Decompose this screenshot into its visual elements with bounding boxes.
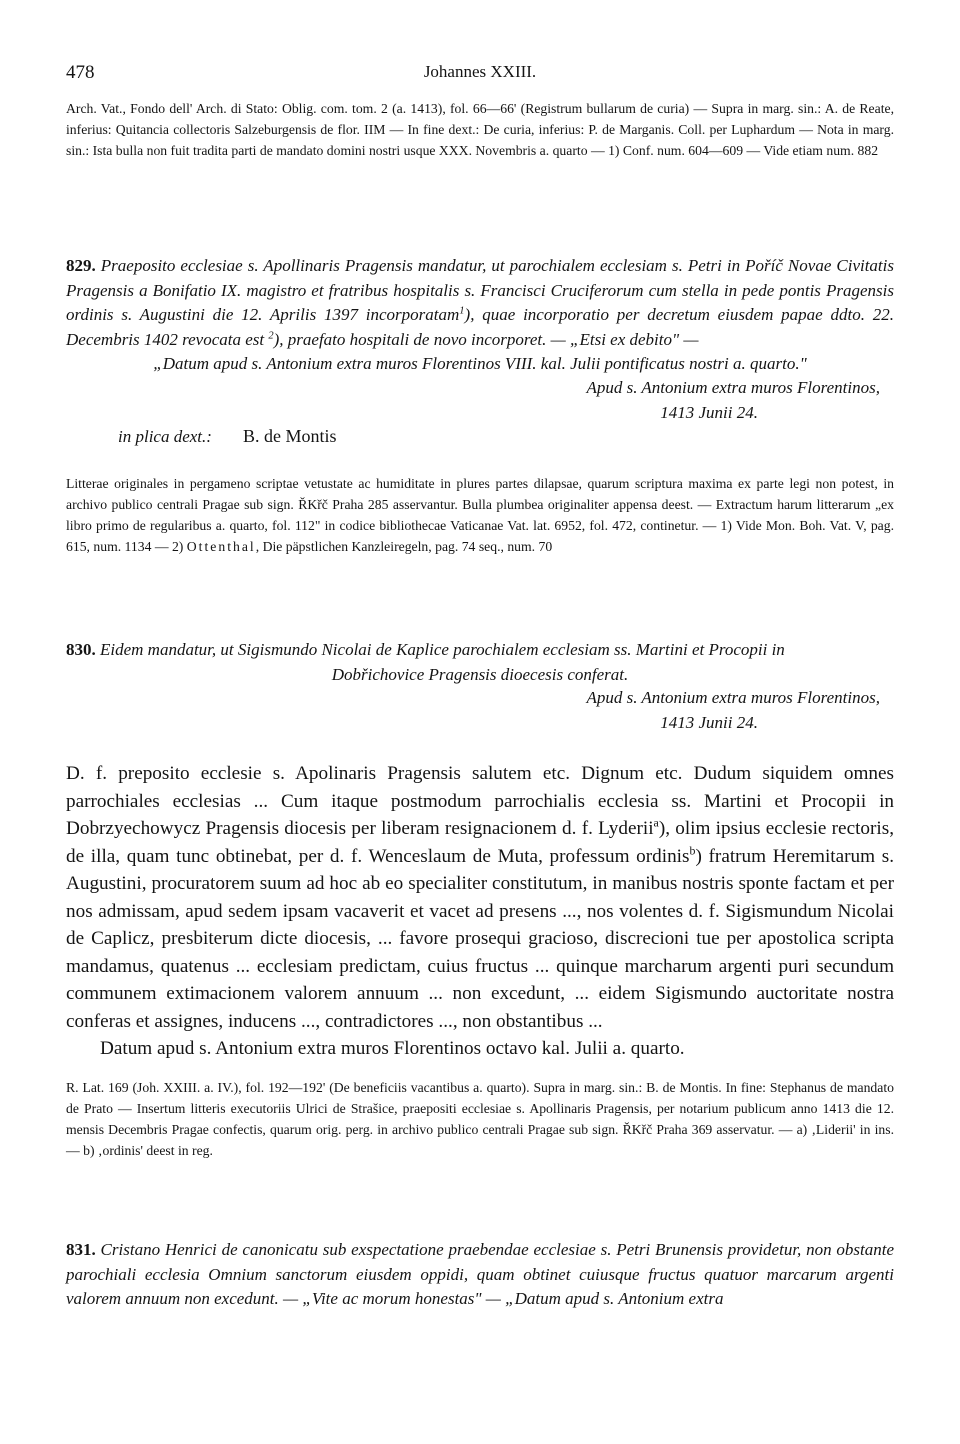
plica-name: B. de Montis [243,426,337,446]
letter-text: ) fratrum Heremitarum s. Augustini, procuratorem suum ad hoc ab eo specialiter constitutum, in manibus nostris sponte factam et per nos admissam, apud sedem ipsam vacaverit et vacet ad presens ..., nos volentes d. f. Sigismundum Nicolai de Caplicz, presbiterum dicte diocesis, ... favore prosequi gracioso, discrecioni tue per apostolica scripta mandamus, quatenus ... ecclesiam predictam, cuius fructus ... quinque marcharum argenti puri secundum communem extimacionem valorem annuum ... non excedunt, ... eidem Sigismundo auctoritate nostra conferas et assignes, inducens ..., contradictores ..., non obstantibus ... [66,845,895,1032]
running-title: Johannes XXIII. [423,62,537,81]
note-text: Litterae originales in pergameno scriptae vetustate ac humiditate in plures partes dilapsae, quarum scriptura maxima ex parte legi non potest, in archivo publico centrali Pragae sub sign. ŘKřč Praha 285 asservantur. Bulla plumbea originaliter appensa deest. — Extractum harum litterarum „ex libro primo de regularibus a. quarto, fol. 112" in codice bibliothecae Vaticanae Vat. lat. 6952, fol. 472, continetur. — 1) Vide Mon. Boh. Vat. V, pag. 615, num. 1134 — 2) [66,476,894,554]
summary-text: Cristano Henrici de canonicatu sub exspectatione praebendae ecclesiae s. Petri Brunensis providetur, non obstante parochiali ecclesia Omnium sanctorum eiusdem oppidi, quam obtinet cuiusque fructus quatuor marcarum argenti valorem annuum non excedunt. — „Vite ac morum honestas" — „Datum apud s. Antonium extra [66,1240,894,1308]
letter-paragraph [66,760,894,1035]
plica-label: in plica dext.: [118,427,212,446]
summary-text: ), quae incorporatio per decretum eiusdem papae ddto. 22. Decembris 1402 revocata est [66,305,894,349]
letter-text: D. f. preposito ecclesie s. Apolinaris Pragensis salutem etc. Dignum etc. Dudum siquidem omnes parrochiales ecclesias ... Cum itaque postmodum parrochialis ecclesia ss. Martini et Procopii in Dobrzyechowycz Pragensis diocesis per liberam resignacionem d. f. Lyderii [66,763,894,839]
footnote-ref: b [689,843,696,858]
footnote-ref: 1 [459,305,465,317]
archival-note-top: Arch. Vat., Fondo dell' Arch. di Stato: Oblig. com. tom. 2 (a. 1413), fol. 66—66' (Registrum bullarum de curia) — Supra in marg. sin.: A. de Reate, inferius: Quitancia collectoris Salzeburgensis de flor. IIM — In fine dext.: De curia, inferius: P. de Marganis. Coll. per Luphardum — Nota in marg. sin.: Ista bulla non fuit tradita parti de mandato domini nostri usque XXX. Novembris a. quarto — 1) Conf. num. 604—609 — Vide etiam num. 882 [66,101,894,158]
entry-830-summary [66,638,894,687]
summary-text: Eidem mandatur, ut Sigismundo Nicolai de Kaplice parochialem ecclesiam ss. Martini et Procopii in [100,640,785,659]
note-author: Ottenthal [186,539,256,554]
entry-830-note: R. Lat. 169 (Joh. XXIII. a. IV.), fol. 192—192' (De beneficiis vacantibus a. quarto). Supra in marg. sin.: B. de Montis. In fine: Stephanus de mandato de Prato — Insertum litteris executoriis Ulrici de Strašice, praepositi ecclesiae s. Apollinaris Pragensis, per notarium publicum anno 1413 die 12. mensis Decembris Pragae confectis, quarum orig. perg. in archivo publico centrali Pragae sub sign. ŘKřč Praha 369 asservatur. — a) ‚Liderii' in ins. — b) ‚ordinis' deest in reg. [66,1080,894,1158]
entry-number: 830. [66,640,96,659]
plica-signature [118,426,337,447]
entry-830-letter [66,760,894,1063]
summary-text: Dobřichovice Pragensis dioecesis conferat. [331,664,629,684]
date-line: 1413 Junii 24. [660,712,758,732]
entry-829-note [66,473,894,557]
entry-number: 831. [66,1240,96,1259]
entry-829-summary [66,254,894,377]
letter-text: ), olim ipsius ecclesie rectoris, de illa, quam tunc obtinebat, per d. f. Wenceslaum de Muta, professum ordinis [66,818,894,867]
letter-datum: Datum apud s. Antonium extra muros Florentinos octavo kal. Julii a. quarto. [100,1038,685,1059]
datum-line: „Datum apud s. Antonium extra muros Florentinos VIII. kal. Julii pontificatus nostri a. quarto." [153,354,807,373]
entry-831-summary [66,1238,894,1312]
page-number: 478 [66,62,95,83]
summary-text: Praeposito ecclesiae s. Apollinaris Pragensis mandatur, ut parochialem ecclesiam s. Petri in Poříč Novae Civitatis Pragensis a Bonifatio IX. magistro et fratribus hospitalis s. Francisci Cruciferorum cum stella in pede pontis Pragensis ordinis s. Augustini die 12. Aprilis 1397 incorporatam [66,256,894,324]
note-text: , Die päpstlichen Kanzleiregeln, pag. 74 seq., num. 70 [255,539,553,554]
summary-text: ), praefato hospitali de novo incorporet. — „Etsi ex debito" — [273,329,699,349]
footnote-ref: a [653,815,659,830]
date-line: 1413 Junii 24. [660,402,758,422]
page-header [66,62,894,86]
place-line: Apud s. Antonium extra muros Florentinos, [586,688,880,707]
entry-number: 829. [66,256,96,275]
entry-829-date-block [66,376,894,425]
footnote-ref: 2 [268,329,274,341]
place-line: Apud s. Antonium extra muros Florentinos, [586,378,880,397]
entry-830-date-block [66,686,894,735]
